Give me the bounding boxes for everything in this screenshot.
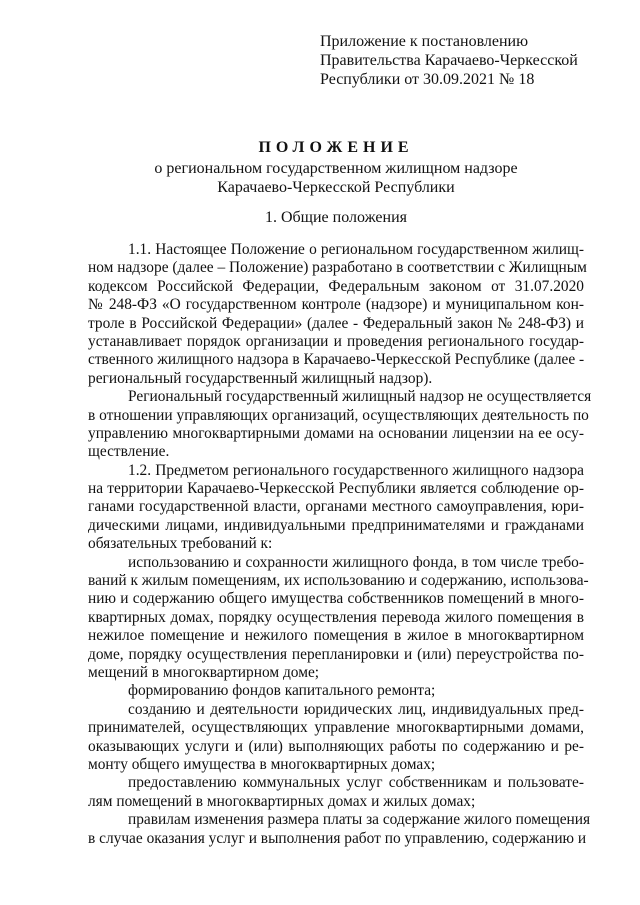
body-line: устанавливает порядок организации и проведения регионального государ- bbox=[88, 332, 584, 350]
body-line: созданию и деятельности юридических лиц, индивидуальных пред- bbox=[128, 700, 584, 718]
body-line: ваний к жилым помещениям, их использованию и содержанию, использова- bbox=[88, 572, 589, 590]
body-line: оказывающих услуги и (или) выполняющих работы по содержанию и ре- bbox=[88, 737, 584, 755]
body-line: троле в Российской Федерации» (далее - Федеральный закон № 248-ФЗ) и bbox=[88, 314, 584, 332]
body-line: ном надзоре (далее – Положение) разработано в соответствии с Жилищным bbox=[88, 259, 587, 277]
body-line: ганами государственной власти, органами местного самоуправления, юри- bbox=[88, 498, 584, 516]
body-line: формированию фондов капитального ремонта; bbox=[128, 682, 436, 700]
subtitle-line-2: Карачаево-Черкесской Республики bbox=[217, 179, 455, 196]
body-line: лям помещений в многоквартирных домах и жилых домах; bbox=[88, 792, 476, 810]
body-line: № 248-ФЗ «О государственном контроле (надзоре) и муниципальном кон- bbox=[88, 296, 584, 314]
approval-line-3: Республики от 30.09.2021 № 18 bbox=[320, 71, 535, 88]
body-line: управлению многоквартирными домами на основании лицензии на ее осу- bbox=[88, 424, 584, 442]
body-line: обязательных требований к: bbox=[88, 535, 273, 553]
approval-line-1: Приложение к постановлению bbox=[320, 33, 529, 50]
body-line: принимателей, осуществляющих управление многоквартирными домами, bbox=[88, 719, 584, 737]
body-line: ственного жилищного надзора в Карачаево-Черкесской Республике (далее - bbox=[88, 351, 585, 369]
document-title: ПОЛОЖЕНИЕ bbox=[258, 139, 414, 156]
body-line: на территории Карачаево-Черкесской Республики является соблюдение ор- bbox=[88, 480, 584, 498]
body-line: доме, порядку осуществления перепланировки и (или) переустройства по- bbox=[88, 645, 584, 663]
body-line: предоставлению коммунальных услуг собственникам и пользовате- bbox=[128, 774, 584, 792]
body-line: нежилое помещение и нежилого помещения в жилое в многоквартирном bbox=[88, 627, 584, 645]
document-subtitle bbox=[0, 159, 640, 197]
body-line: 1.2. Предметом регионального государственного жилищного надзора bbox=[128, 461, 584, 479]
body-text bbox=[88, 241, 592, 848]
body-line: мещений в многоквартирном доме; bbox=[88, 663, 320, 681]
body-line: Региональный государственный жилищный надзор не осуществляется bbox=[128, 388, 592, 406]
section-heading: 1. Общие положения bbox=[264, 209, 408, 226]
body-line: ществление. bbox=[88, 443, 170, 461]
body-line: региональный государственный жилищный надзор). bbox=[88, 369, 433, 387]
body-line: в случае оказания услуг и выполнения работ по управлению, содержанию и bbox=[88, 829, 587, 847]
approval-stamp bbox=[320, 32, 620, 89]
body-line: 1.1. Настоящее Положение о региональном государственном жилищ- bbox=[128, 241, 584, 258]
body-line: правилам изменения размера платы за содержание жилого помещения bbox=[128, 811, 591, 829]
body-line: монту общего имущества в многоквартирных домах; bbox=[88, 755, 436, 773]
body-line: кодексом Российской Федерации, Федеральным законом от 31.07.2020 bbox=[88, 277, 584, 295]
body-line: использованию и сохранности жилищного фонда, в том числе требо- bbox=[128, 553, 584, 571]
subtitle-line-1: о региональном государственном жилищном надзоре bbox=[154, 160, 518, 177]
body-line: в отношении управляющих организаций, осуществляющих деятельность по bbox=[88, 406, 589, 424]
body-line: нию и содержанию общего имущества собственников помещений в много- bbox=[88, 590, 584, 608]
body-line: дическими лицами, индивидуальными предпринимателями и гражданами bbox=[88, 516, 584, 534]
approval-line-2: Правительства Карачаево-Черкесской bbox=[320, 52, 578, 69]
body-line: квартирных домах, порядку осуществления перевода жилого помещения в bbox=[88, 608, 584, 626]
